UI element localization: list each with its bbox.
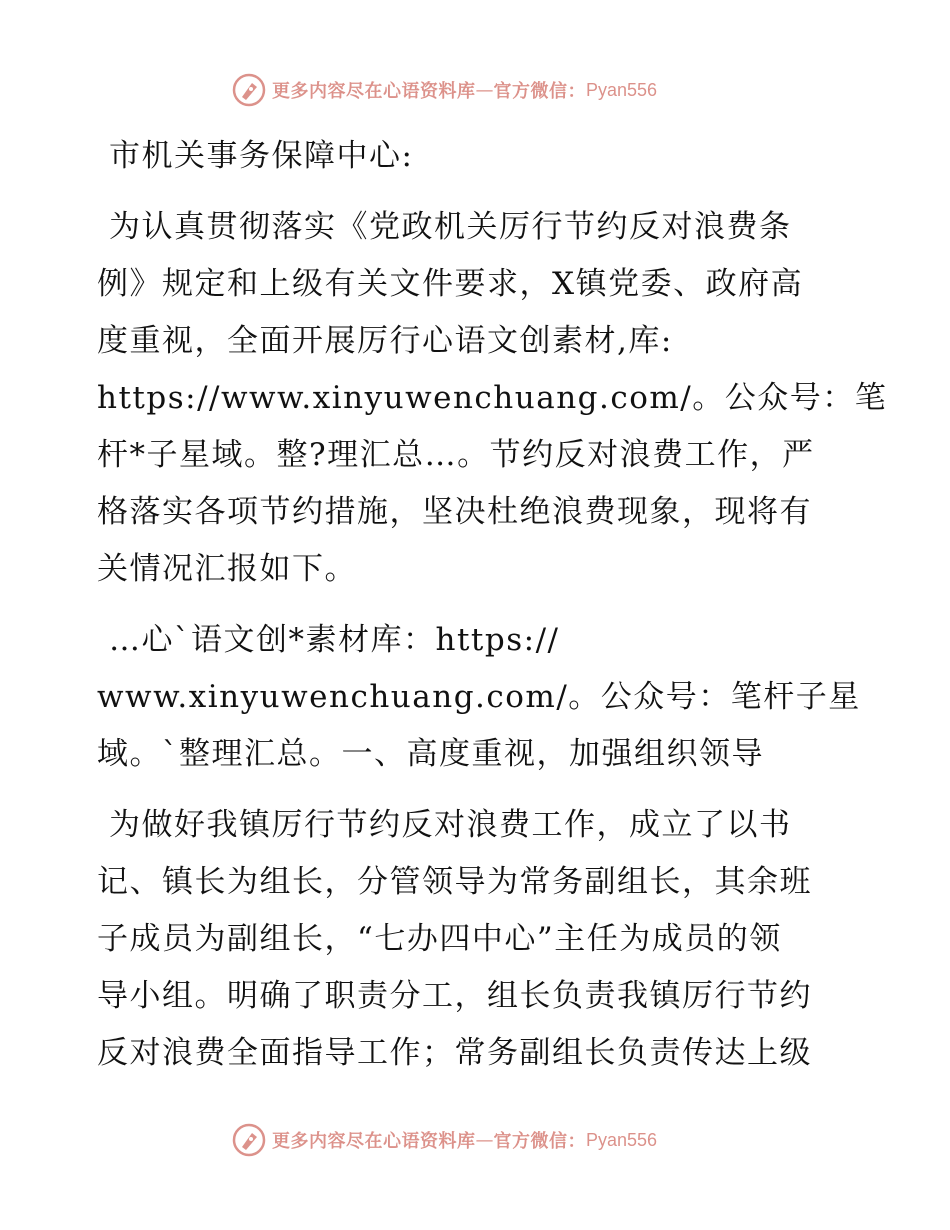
watermark-label: 官方微信： [493,81,586,102]
paragraph-3 [97,797,853,1082]
paragraph-line: 关情况汇报如下。 [97,551,357,587]
paragraph-line: …心`语文创*素材库：https:// [109,622,560,658]
watermark-dash: — [475,1129,494,1151]
paragraph-line: 记、镇长为组长，分管领导为常务副组长，其余班 [97,864,812,900]
watermark-account: Pyan556 [586,1129,658,1150]
paragraph-2 [97,612,861,783]
pen-nib-logo-icon [232,73,266,107]
header-watermark [232,72,657,108]
heading-text: 市机关事务保障中心: [109,138,414,174]
paragraph-line: 例》规定和上级有关文件要求，X镇党委、政府高 [97,266,804,302]
document-heading [97,128,853,185]
document-body [97,128,888,1096]
watermark-text: 更多内容尽在心语资料库 [272,1131,476,1152]
watermark-account: Pyan556 [586,79,658,100]
paragraph-line: https://www.xinyuwenchuang.com/。公众号：笔 [97,380,888,416]
pen-nib-logo-icon [232,1123,266,1157]
paragraph-line: 格落实各项节约措施，坚决杜绝浪费现象，现将有 [97,494,812,530]
footer-watermark [232,1122,657,1158]
paragraph-line: 杆*子星域。整?理汇总…。节约反对浪费工作，严 [97,437,815,473]
paragraph-line: 为做好我镇厉行节约反对浪费工作，成立了以书 [109,807,792,843]
watermark-label: 官方微信： [493,1131,586,1152]
paragraph-line: 子成员为副组长，“七办四中心”主任为成员的领 [97,921,782,957]
paragraph-line: 度重视，全面开展厉行心语文创素材,库: [97,323,673,359]
paragraph-line: 导小组。明确了职责分工，组长负责我镇厉行节约 [97,978,812,1014]
paragraph-line: www.xinyuwenchuang.com/。公众号：笔杆子星 [97,679,861,715]
paragraph-line: 反对浪费全面指导工作；常务副组长负责传达上级 [97,1035,812,1071]
paragraph-line: 为认真贯彻落实《党政机关厉行节约反对浪费条 [109,209,792,245]
paragraph-1 [97,199,888,598]
paragraph-line: 域。`整理汇总。一、高度重视，加强组织领导 [97,736,764,772]
watermark-text: 更多内容尽在心语资料库 [272,81,476,102]
watermark-dash: — [475,79,494,101]
